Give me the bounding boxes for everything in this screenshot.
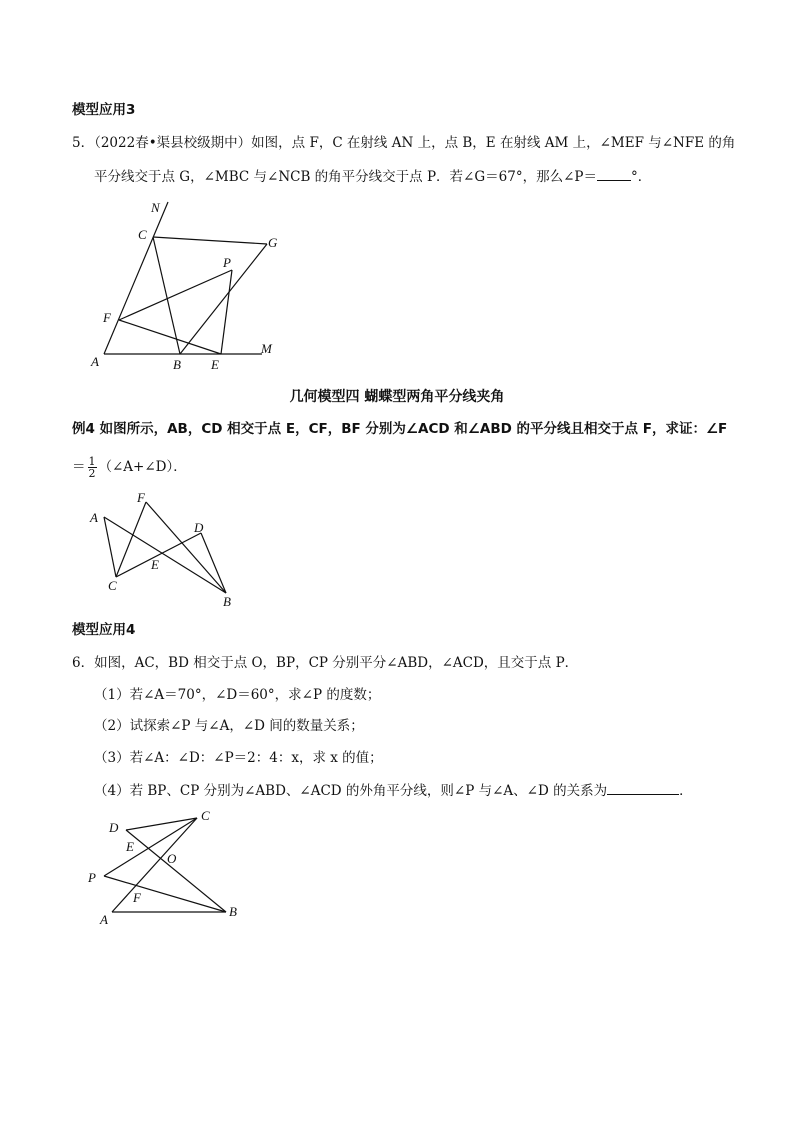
label-e: E (211, 357, 219, 372)
label-a: A (90, 510, 98, 525)
section-title-butterfly-model: 几何模型四 蝴蝶型两角平分线夹角 (289, 389, 505, 405)
problem-6-line-1: 6．如图，AC，BD 相交于点 O，BP，CP 分别平分∠ABD，∠ACD，且交于点 P． (72, 655, 579, 671)
label-f: F (137, 490, 145, 505)
label-a: A (91, 354, 99, 369)
label-b: B (229, 904, 237, 919)
label-f: F (133, 890, 141, 905)
section-heading-model-application-4: 模型应用4 (72, 622, 136, 638)
segment-db (126, 830, 226, 912)
problem-6-question-2: （2）试探索∠P 与∠A，∠D 间的数量关系； (94, 718, 364, 734)
label-c: C (108, 578, 117, 593)
eq-prefix: ＝ (72, 459, 86, 475)
problem-6-question-4-end: ． (679, 783, 693, 799)
label-e: E (126, 839, 134, 854)
label-d: D (109, 820, 119, 835)
problem-5-line-2-text: 平分线交于点 G，∠MBC 与∠NCB 的角平分线交于点 P．若∠G＝67°，那么∠P＝ (94, 169, 597, 185)
label-o: O (167, 851, 177, 866)
label-n: N (151, 200, 160, 215)
problem-5-line-2-end: °． (630, 169, 652, 185)
label-g: G (268, 235, 278, 250)
problem-6-question-3: （3）若∠A：∠D：∠P＝2：4：x，求 x 的值； (94, 750, 383, 766)
label-p: P (223, 255, 231, 270)
example-4-text: 例4 如图所示，AB，CD 相交于点 E，CF，BF 分别为∠ACD 和∠ABD 的平分线且相交于点 F，求证：∠F (72, 421, 728, 437)
problem-6-question-4-text: （4）若 BP、CP 分别为∠ABD、∠ACD 的外角平分线，则∠P 与∠A、∠D 的关系为 (94, 783, 608, 799)
fraction-numerator: 1 (88, 455, 96, 468)
label-c: C (201, 808, 210, 823)
label-e: E (151, 557, 159, 572)
eq-suffix: （∠A+∠D）． (98, 459, 187, 475)
label-c: C (138, 227, 147, 242)
label-m: M (261, 341, 272, 356)
section-heading-model-application-3: 模型应用3 (72, 102, 136, 118)
segment-ca (112, 818, 197, 912)
fraction-denominator: 2 (88, 467, 96, 480)
problem-6-question-1: （1）若∠A＝70°，∠D＝60°，求∠P 的度数； (94, 687, 381, 703)
label-a: A (100, 912, 108, 927)
label-b: B (173, 357, 181, 372)
label-p: P (88, 870, 96, 885)
problem-5-line-1: 5．（2022春•渠县校级期中）如图，点 F，C 在射线 AN 上，点 B，E 在射线 AM 上，∠MEF 与∠NFE 的角 (72, 135, 736, 151)
segment-pb (104, 876, 226, 912)
label-f: F (103, 310, 111, 325)
label-d: D (194, 520, 204, 535)
label-b: B (223, 594, 231, 609)
